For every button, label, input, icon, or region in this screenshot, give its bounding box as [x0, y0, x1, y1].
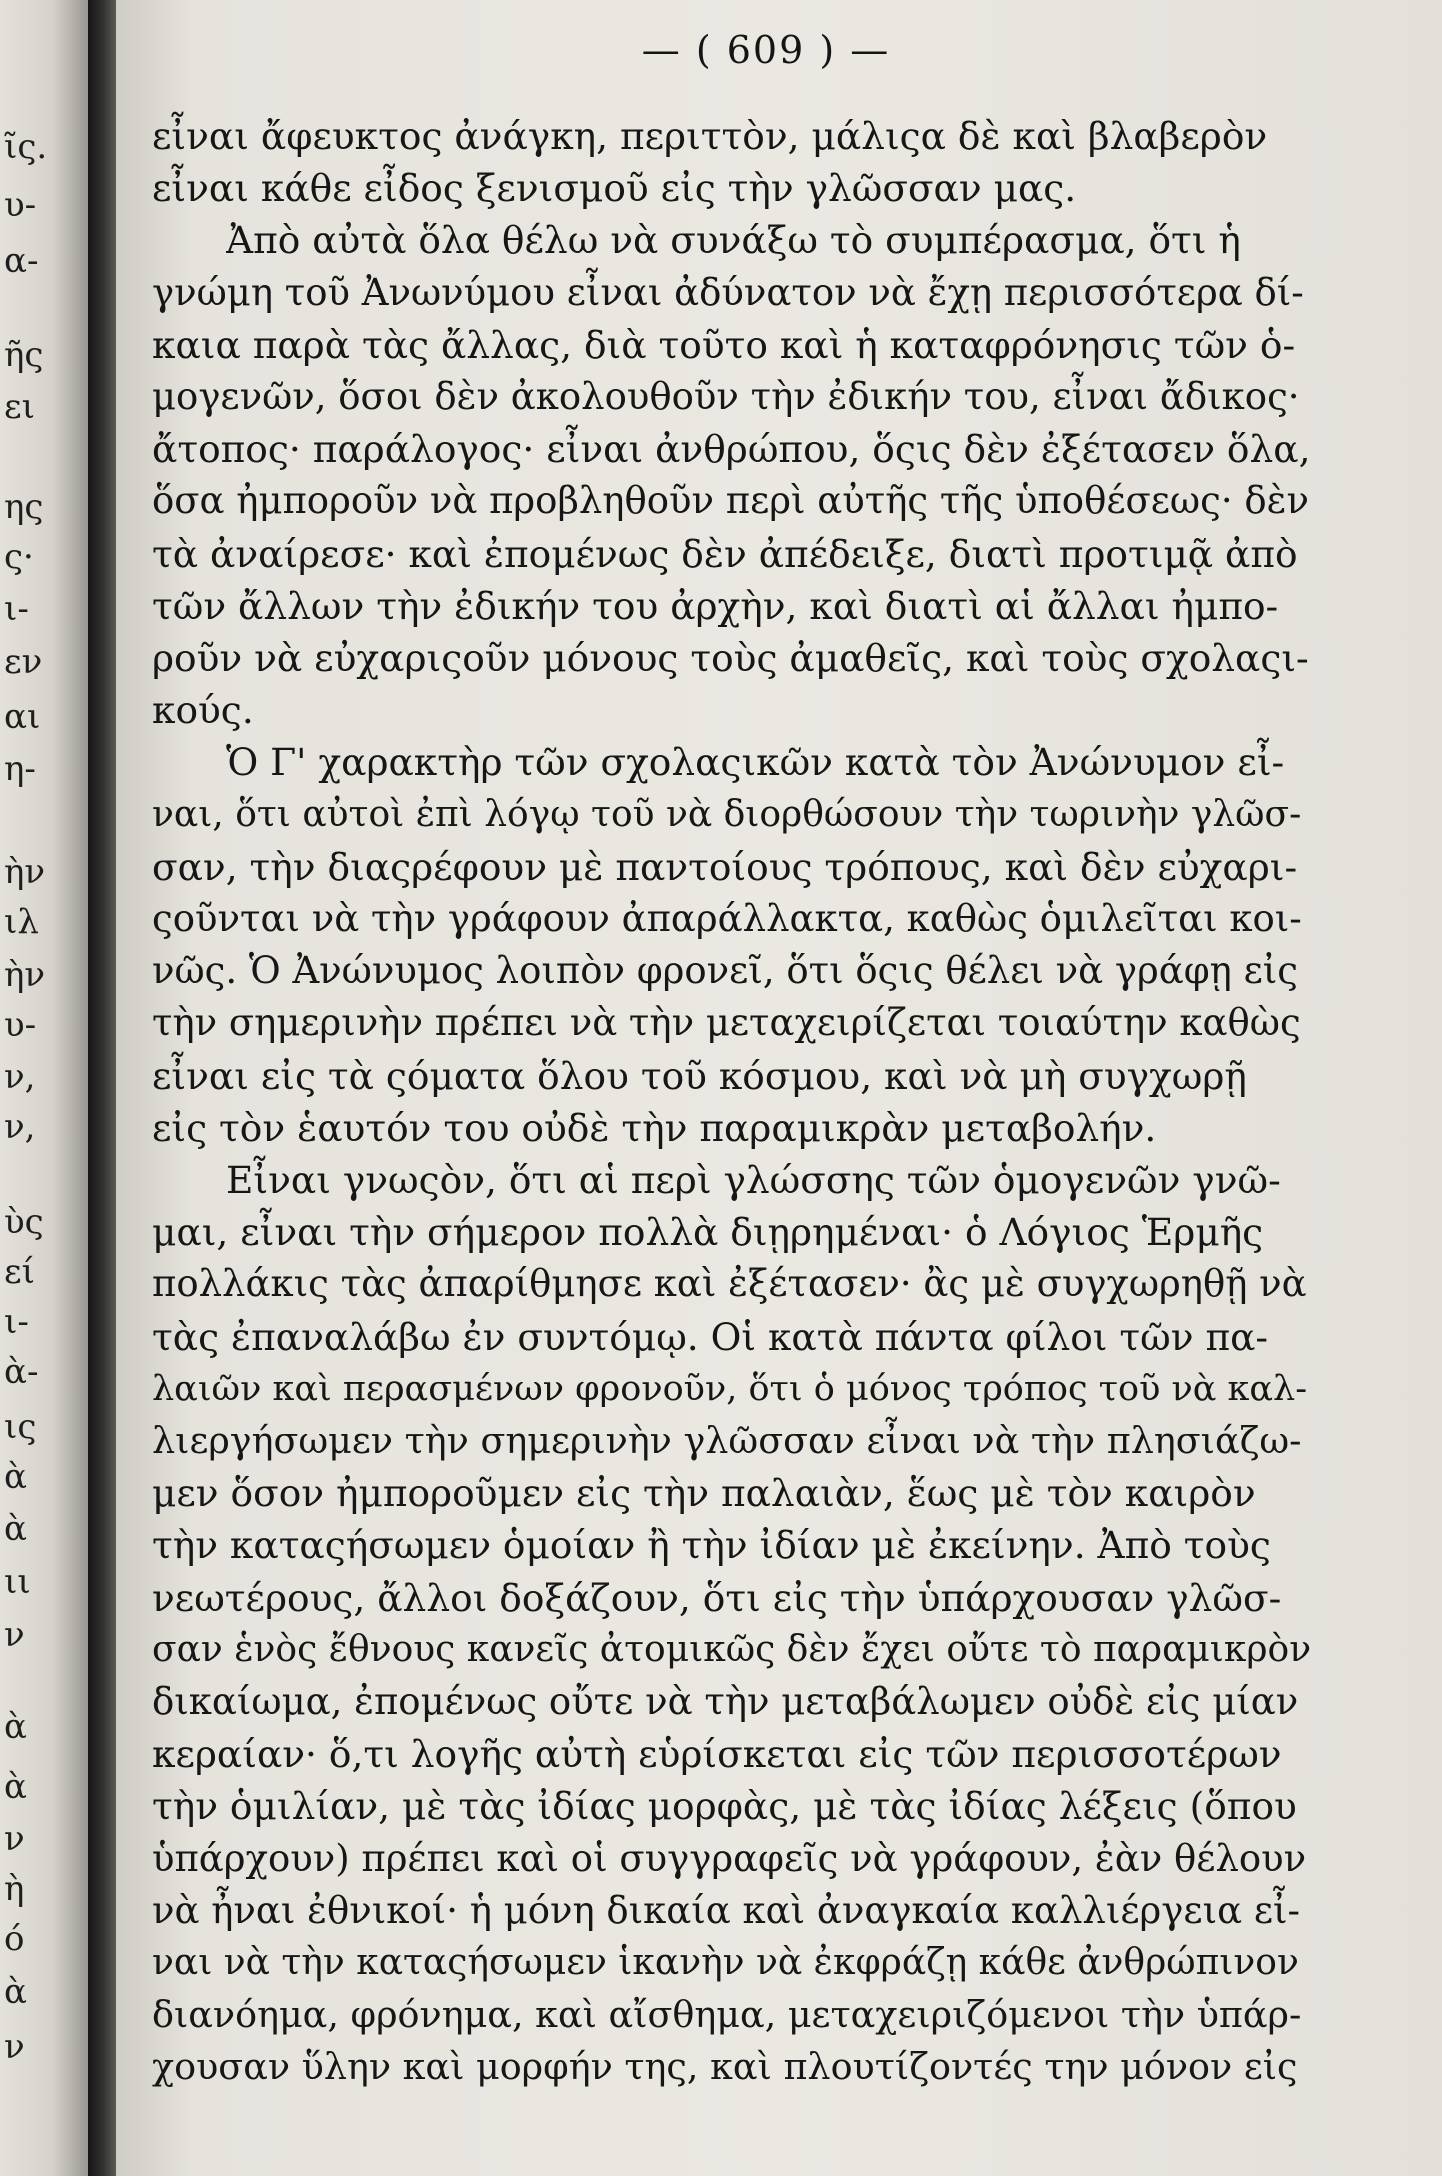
left-page-edge — [0, 0, 88, 2176]
left-page-fragment: ῖς. — [4, 127, 48, 167]
text-line: ςοῦνται νὰ τὴν γράφουν ἀπαράλλακτα, καθὼς ὁμιλεῖται κοι- — [152, 897, 1302, 940]
left-page-fragment: ιλ — [4, 902, 39, 942]
text-line: εἶναι κάθε εἶδος ξενισμοῦ εἰς τὴν γλῶσσαν μας. — [152, 166, 1077, 211]
left-page-fragment: ν — [4, 1615, 25, 1655]
text-line: εἶναι εἰς τὰ ςόματα ὅλου τοῦ κόσμου, καὶ νὰ μὴ συγχωρῇ — [152, 1053, 1247, 1098]
text-line: διανόημα, φρόνημα, καὶ αἴσθημα, μεταχειριζόμενοι τὴν ὑπάρ- — [152, 1993, 1302, 2037]
text-line: εἶναι ἄφευκτος ἀνάγκη, περιττὸν, μάλιςα δὲ καὶ βλαβερὸν — [152, 114, 1268, 158]
text-line: τὴν καταςήσωμεν ὁμοίαν ἢ τὴν ἰδίαν μὲ ἐκείνην. Ἀπὸ τοὺς — [152, 1523, 1271, 1568]
text-line: λιεργήσωμεν τὴν σημερινὴν γλῶσσαν εἶναι νὰ τὴν πλησιάζω- — [152, 1419, 1302, 1462]
left-page-fragment: ι- — [4, 1302, 29, 1342]
left-page-fragment: ι- — [4, 589, 29, 629]
left-page-fragment: υ- — [4, 1005, 37, 1045]
left-page-fragment: ὰ- — [4, 1352, 39, 1392]
left-page-fragment: ὴ — [4, 1869, 25, 1909]
left-page-fragment: ις — [4, 1407, 37, 1447]
left-page-fragment: ν — [4, 2027, 25, 2067]
text-line: λαιῶν καὶ περασμένων φρονοῦν, ὅτι ὁ μόνος τρόπος τοῦ νὰ καλ- — [152, 1368, 1308, 1409]
text-line: ἄτοπος· παράλογος· εἶναι ἀνθρώπου, ὅςις δὲν ἐξέτασεν ὅλα, — [152, 427, 1311, 472]
left-page-fragment: η- — [4, 749, 36, 789]
text-line: τῶν ἄλλων τὴν ἐδικήν του ἀρχὴν, καὶ διατὶ αἱ ἄλλαι ἠμπο- — [152, 583, 1279, 628]
left-page-fragment: ιι — [4, 1562, 31, 1602]
text-line: Ἀπὸ αὐτὰ ὅλα θέλω νὰ συνάξω τὸ συμπέρασμα, ὅτι ἡ — [226, 218, 1241, 263]
text-line: πολλάκις τὰς ἀπαρίθμησε καὶ ἐξέτασεν· ἂς μὲ συγχωρηθῇ νὰ — [152, 1262, 1307, 1306]
text-line: ὅσα ἠμποροῦν νὰ προβληθοῦν περὶ αὐτῆς τῆς ὑποθέσεως· δὲν — [152, 479, 1309, 523]
left-page-fragment: ό — [4, 1919, 25, 1959]
left-page-fragment: ὴν — [4, 852, 46, 892]
left-page-fragment: ῆς — [4, 335, 44, 375]
left-page-fragment: ης — [4, 487, 44, 527]
left-page-fragment: ν, — [4, 1107, 36, 1147]
left-page-fragment: ν, — [4, 1057, 36, 1097]
left-page-fragment: α- — [4, 241, 39, 281]
text-line: ροῦν νὰ εὐχαριςοῦν μόνους τοὺς ἀμαθεῖς, καὶ τοὺς σχολαςι- — [152, 636, 1309, 680]
text-line: κεραίαν· ὅ,τι λογῆς αὐτὴ εὑρίσκεται εἰς τῶν περισσοτέρων — [152, 1732, 1282, 1777]
left-page-fragment: ὰ — [4, 1707, 27, 1747]
text-line: ναι, ὅτι αὐτοὶ ἐπὶ λόγῳ τοῦ νὰ διορθώσουν τὴν τωρινὴν γλῶσ- — [152, 793, 1302, 835]
page-number: — ( 609 ) — — [641, 28, 891, 72]
right-page — [116, 0, 1442, 2176]
text-line: νῶς. Ὁ Ἀνώνυμος λοιπὸν φρονεῖ, ὅτι ὅςις θέλει νὰ γράφῃ εἰς — [152, 949, 1299, 993]
text-line: χουσαν ὕλην καὶ μορφήν της, καὶ πλουτίζοντές την μόνον εἰς — [152, 2045, 1298, 2089]
left-page-fragment: ὰ — [4, 1767, 27, 1807]
text-line: σαν ἑνὸς ἔθνους κανεῖς ἀτομικῶς δὲν ἔχει οὔτε τὸ παραμικρὸν — [152, 1628, 1312, 1670]
text-line: δικαίωμα, ἐπομένως οὔτε νὰ τὴν μεταβάλωμεν οὐδὲ εἰς μίαν — [152, 1680, 1299, 1723]
text-line: μαι, εἶναι τὴν σήμερον πολλὰ διῃρημέναι· ὁ Λόγιος Ἑρμῆς — [152, 1210, 1264, 1255]
left-page-fragment: ὰ — [4, 1972, 27, 2012]
left-page-fragment: εί — [4, 1252, 35, 1292]
left-page-fragment: ὺς — [4, 1202, 44, 1242]
text-line: τὰ ἀναίρεσε· καὶ ἐπομένως δὲν ἀπέδειξε, διατὶ προτιμᾷ ἀπὸ — [152, 531, 1298, 576]
left-page-fragment: ν — [4, 1819, 25, 1859]
text-line: τὰς ἐπαναλάβω ἐν συντόμῳ. Οἱ κατὰ πάντα φίλοι τῶν πα- — [152, 1314, 1269, 1359]
text-line: ναι νὰ τὴν καταςήσωμεν ἱκανὴν νὰ ἐκφράζῃ κάθε ἀνθρώπινον — [152, 1942, 1299, 1983]
left-page-fragment: ει — [4, 387, 35, 427]
text-line: Εἶναι γνωςὸν, ὅτι αἱ περὶ γλώσσης τῶν ὁμογενῶν γνῶ- — [226, 1158, 1281, 1202]
text-line: μεν ὅσον ἠμποροῦμεν εἰς τὴν παλαιὰν, ἕως μὲ τὸν καιρὸν — [152, 1471, 1256, 1516]
text-line: εἰς τὸν ἑαυτόν του οὐδὲ τὴν παραμικρὰν μεταβολήν. — [152, 1105, 1157, 1150]
left-page-fragment: αι — [4, 697, 41, 737]
left-page-fragment: ὴν — [4, 955, 46, 995]
left-page-fragment: υ- — [4, 185, 37, 225]
text-line: Ὁ Γ' χαρακτὴρ τῶν σχολαςικῶν κατὰ τὸν Ἀνώνυμον εἶ- — [226, 740, 1285, 785]
text-line: νεωτέρους, ἄλλοι δοξάζουν, ὅτι εἰς τὴν ὑπάρχουσαν γλῶσ- — [152, 1575, 1282, 1620]
left-page-fragment: ὰ — [4, 1457, 27, 1497]
book-gutter — [88, 0, 116, 2176]
text-line: νὰ ἦναι ἐθνικοί· ἡ μόνη δικαία καὶ ἀναγκαία καλλιέργεια εἶ- — [152, 1888, 1301, 1932]
text-line: τὴν σημερινὴν πρέπει νὰ τὴν μεταχειρίζεται τοιαύτην καθὼς — [152, 1001, 1301, 1045]
text-line: καια παρὰ τὰς ἄλλας, διὰ τοῦτο καὶ ἡ καταφρόνησις τῶν ὁ- — [152, 322, 1296, 367]
text-line: κούς. — [152, 688, 254, 733]
left-page-fragment: ς· — [4, 537, 34, 577]
text-line: μογενῶν, ὅσοι δὲν ἀκολουθοῦν τὴν ἐδικήν του, εἶναι ἄδικος· — [152, 375, 1300, 418]
text-line: γνώμη τοῦ Ἀνωνύμου εἶναι ἀδύνατον νὰ ἔχῃ περισσότερα δί- — [152, 270, 1304, 314]
text-line: τὴν ὁμιλίαν, μὲ τὰς ἰδίας μορφὰς, μὲ τὰς ἰδίας λέξεις (ὅπου — [152, 1784, 1297, 1829]
text-line: ὑπάρχουν) πρέπει καὶ οἱ συγγραφεῖς νὰ γράφουν, ἐὰν θέλουν — [152, 1836, 1307, 1880]
left-page-fragment: ὰ — [4, 1509, 27, 1549]
left-page-fragment: εν — [4, 642, 43, 682]
text-line: σαν, τὴν διαςρέφουν μὲ παντοίους τρόπους, καὶ δὲν εὐχαρι- — [152, 844, 1298, 889]
